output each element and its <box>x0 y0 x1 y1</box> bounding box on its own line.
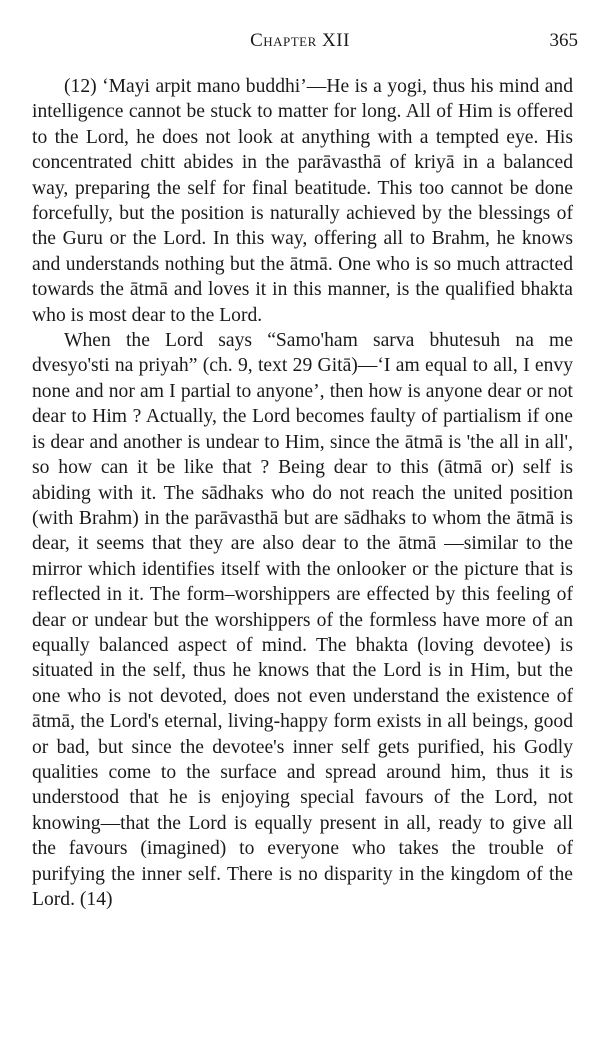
paragraph-14: When the Lord says “Samo'ham sarva bhutesuh na me dvesyo'sti na priyah” (ch. 9, text 29 Gitā)—‘I am equal to all, I envy none and nor am I partial to anyone’, then how is anyone dear or not dear to Him ? Actually, the Lord becomes faulty of partialism if one is dear and another is undear to Him, since the ātmā is 'the all in all', so how can it be like that ? Being dear to this (ātmā or) self is abiding with it. The sādhaks who do not reach the united position (with Brahm) in the parāvasthā but are sādhaks to whom the ātmā is dear, it seems that they are also dear to the ātmā —similar to the mirror which identifies itself with the onlooker or the picture that is reflected in it. The form–worshippers are effected by this feeling of dear or undear but the worshippers of the formless have more of an equally balanced aspect of mind. The bhakta (loving devotee) is situated in the self, thus he knows that the Lord is in Him, but the one who is not devoted, does not even understand the existence of ātmā, the Lord's eternal, living-happy form exists in all beings, good or bad, but since the devotee's inner self gets purified, his Godly qualities come to the surface and spread around him, thus it is understood that he is enjoying special favours of the Lord, not knowing—that the Lord is equally present in all, ready to give all the favours (imagined) to everyone who takes the trouble of purifying the inner self. There is no disparity in the kingdom of the Lord. (14) <box>32 330 573 910</box>
body-text <box>32 74 573 912</box>
chapter-heading: Chapter XII <box>250 30 350 51</box>
paragraph-12: (12) ‘Mayi arpit mano buddhi’—He is a yogi, thus his mind and intelligence cannot be stuck to matter for long. All of Him is offered to the Lord, he does not look at anything with a tempted eye. His concentrated chitt abides in the parāvasthā of kriyā in a balanced way, preparing the self for final beatitude. This too cannot be done forcefully, but the position is naturally achieved by the blessings of the Guru or the Lord. In this way, offering all to Brahm, he knows and understands nothing but the ātmā. One who is so much attracted towards the ātmā and loves it in this manner, is the qualified bhakta who is most dear to the Lord. <box>32 76 573 326</box>
page-number: 365 <box>549 30 578 51</box>
running-header <box>22 30 578 56</box>
